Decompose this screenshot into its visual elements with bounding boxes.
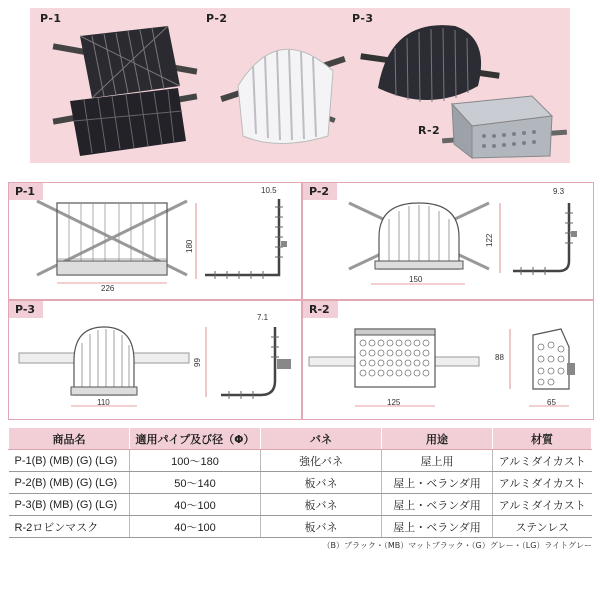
header-spring: バネ xyxy=(261,428,382,450)
dim-line-p2-height xyxy=(499,203,501,273)
dim-p3-width: 110 xyxy=(97,398,110,407)
header-product-name: 商品名 xyxy=(9,428,130,450)
cell-spring: 強化バネ xyxy=(261,450,382,472)
photo-label-p2: P-2 xyxy=(206,12,228,25)
dim-r2-width: 125 xyxy=(387,398,401,407)
dim-p1-depth: 10.5 xyxy=(261,186,277,195)
side-view-r2 xyxy=(525,327,581,391)
panel-tag-p2: P-2 xyxy=(303,183,337,200)
cell-diameter: 100～180 xyxy=(130,450,261,472)
drawing-panel-p1 xyxy=(8,182,302,300)
cell-material: アルミダイカスト xyxy=(493,472,592,494)
dim-r2-height: 88 xyxy=(495,353,504,362)
dim-line-p3-height xyxy=(205,327,207,397)
panel-tag-p3: P-3 xyxy=(9,301,43,318)
table-row xyxy=(9,494,592,516)
cell-usage: 屋上・ベランダ用 xyxy=(382,494,493,516)
cell-spring: 板バネ xyxy=(261,494,382,516)
photo-p2 xyxy=(218,26,348,156)
cell-product: P-3(B) (MB) (G) (LG) xyxy=(9,494,130,516)
drawing-panel-p2 xyxy=(302,182,594,300)
dim-p2-height: 122 xyxy=(485,233,494,247)
table-header-row xyxy=(9,428,592,450)
table-row xyxy=(9,450,592,472)
photo-label-p3: P-3 xyxy=(352,12,374,25)
cell-material: アルミダイカスト xyxy=(493,450,592,472)
drawing-panel-r2 xyxy=(302,300,594,420)
table-row xyxy=(9,472,592,494)
dim-p2-width: 150 xyxy=(409,275,423,284)
cell-spring: 板バネ xyxy=(261,516,382,538)
drawing-p2 xyxy=(349,197,489,277)
cell-diameter: 50～140 xyxy=(130,472,261,494)
cell-usage: 屋上・ベランダ用 xyxy=(382,516,493,538)
drawing-p1 xyxy=(37,195,187,285)
cell-material: ステンレス xyxy=(493,516,592,538)
header-usage: 用途 xyxy=(382,428,493,450)
side-view-p1 xyxy=(201,197,291,281)
dim-line-r2-height xyxy=(509,329,511,389)
cell-diameter: 40～100 xyxy=(130,516,261,538)
header-pipe-diameter: 適用パイプ及び径（Φ） xyxy=(130,428,261,450)
photo-label-p1: P-1 xyxy=(40,12,62,25)
dim-r2-depth: 65 xyxy=(547,398,556,407)
panel-tag-r2: R-2 xyxy=(303,301,338,318)
panel-tag-p1: P-1 xyxy=(9,183,43,200)
cell-material: アルミダイカスト xyxy=(493,494,592,516)
spec-table xyxy=(8,427,592,538)
photo-label-r2: R-2 xyxy=(418,124,441,137)
side-view-p2 xyxy=(509,201,581,275)
cell-product: P-2(B) (MB) (G) (LG) xyxy=(9,472,130,494)
cell-product: P-1(B) (MB) (G) (LG) xyxy=(9,450,130,472)
header-material: 材質 xyxy=(493,428,592,450)
drawing-panel-p3 xyxy=(8,300,302,420)
drawing-r2 xyxy=(309,321,479,391)
dim-p1-height: 180 xyxy=(185,239,194,253)
photo-p1 xyxy=(50,16,200,161)
cell-spring: 板バネ xyxy=(261,472,382,494)
dim-p2-depth: 9.3 xyxy=(553,187,565,196)
dim-p3-depth: 7.1 xyxy=(257,313,269,322)
dim-p3-height: 99 xyxy=(193,358,202,367)
product-photo-band xyxy=(30,8,570,163)
cell-usage: 屋上用 xyxy=(382,450,493,472)
drawing-p3 xyxy=(19,321,189,401)
table-row xyxy=(9,516,592,538)
cell-usage: 屋上・ベランダ用 xyxy=(382,472,493,494)
dim-p1-width: 226 xyxy=(101,284,115,293)
cell-diameter: 40～100 xyxy=(130,494,261,516)
side-view-p3 xyxy=(219,325,299,401)
color-legend-note: （B）ブラック・（MB）マットブラック・（G）グレー・（LG）ライトグレー xyxy=(322,541,592,550)
cell-product: R-2ロビンマスク xyxy=(9,516,130,538)
dim-line-p1-height xyxy=(195,203,197,279)
photo-r2 xyxy=(442,86,567,161)
